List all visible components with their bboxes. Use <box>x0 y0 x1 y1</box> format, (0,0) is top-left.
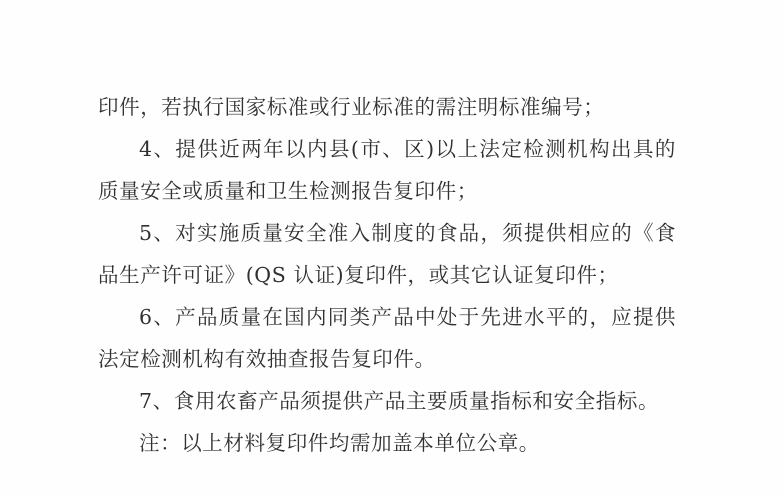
document-body <box>98 86 676 464</box>
paragraph-item-5: 5、对实施质量安全准入制度的食品，须提供相应的《食品生产许可证》(QS 认证)复印件，或其它认证复印件； <box>98 221 676 287</box>
paragraph-line-continuation: 印件，若执行国家标准或行业标准的需注明标准编号； <box>98 95 605 119</box>
paragraph-item-4: 4、提供近两年以内县(市、区)以上法定检测机构出具的质量安全或质量和卫生检测报告复印件； <box>98 137 676 203</box>
paragraph-item-6: 6、产品质量在国内同类产品中处于先进水平的，应提供法定检测机构有效抽查报告复印件。 <box>98 305 676 371</box>
paragraph-item-7: 7、食用农畜产品须提供产品主要质量指标和安全指标。 <box>139 389 660 413</box>
paragraph-note: 注：以上材料复印件均需加盖本单位公章。 <box>139 431 540 455</box>
